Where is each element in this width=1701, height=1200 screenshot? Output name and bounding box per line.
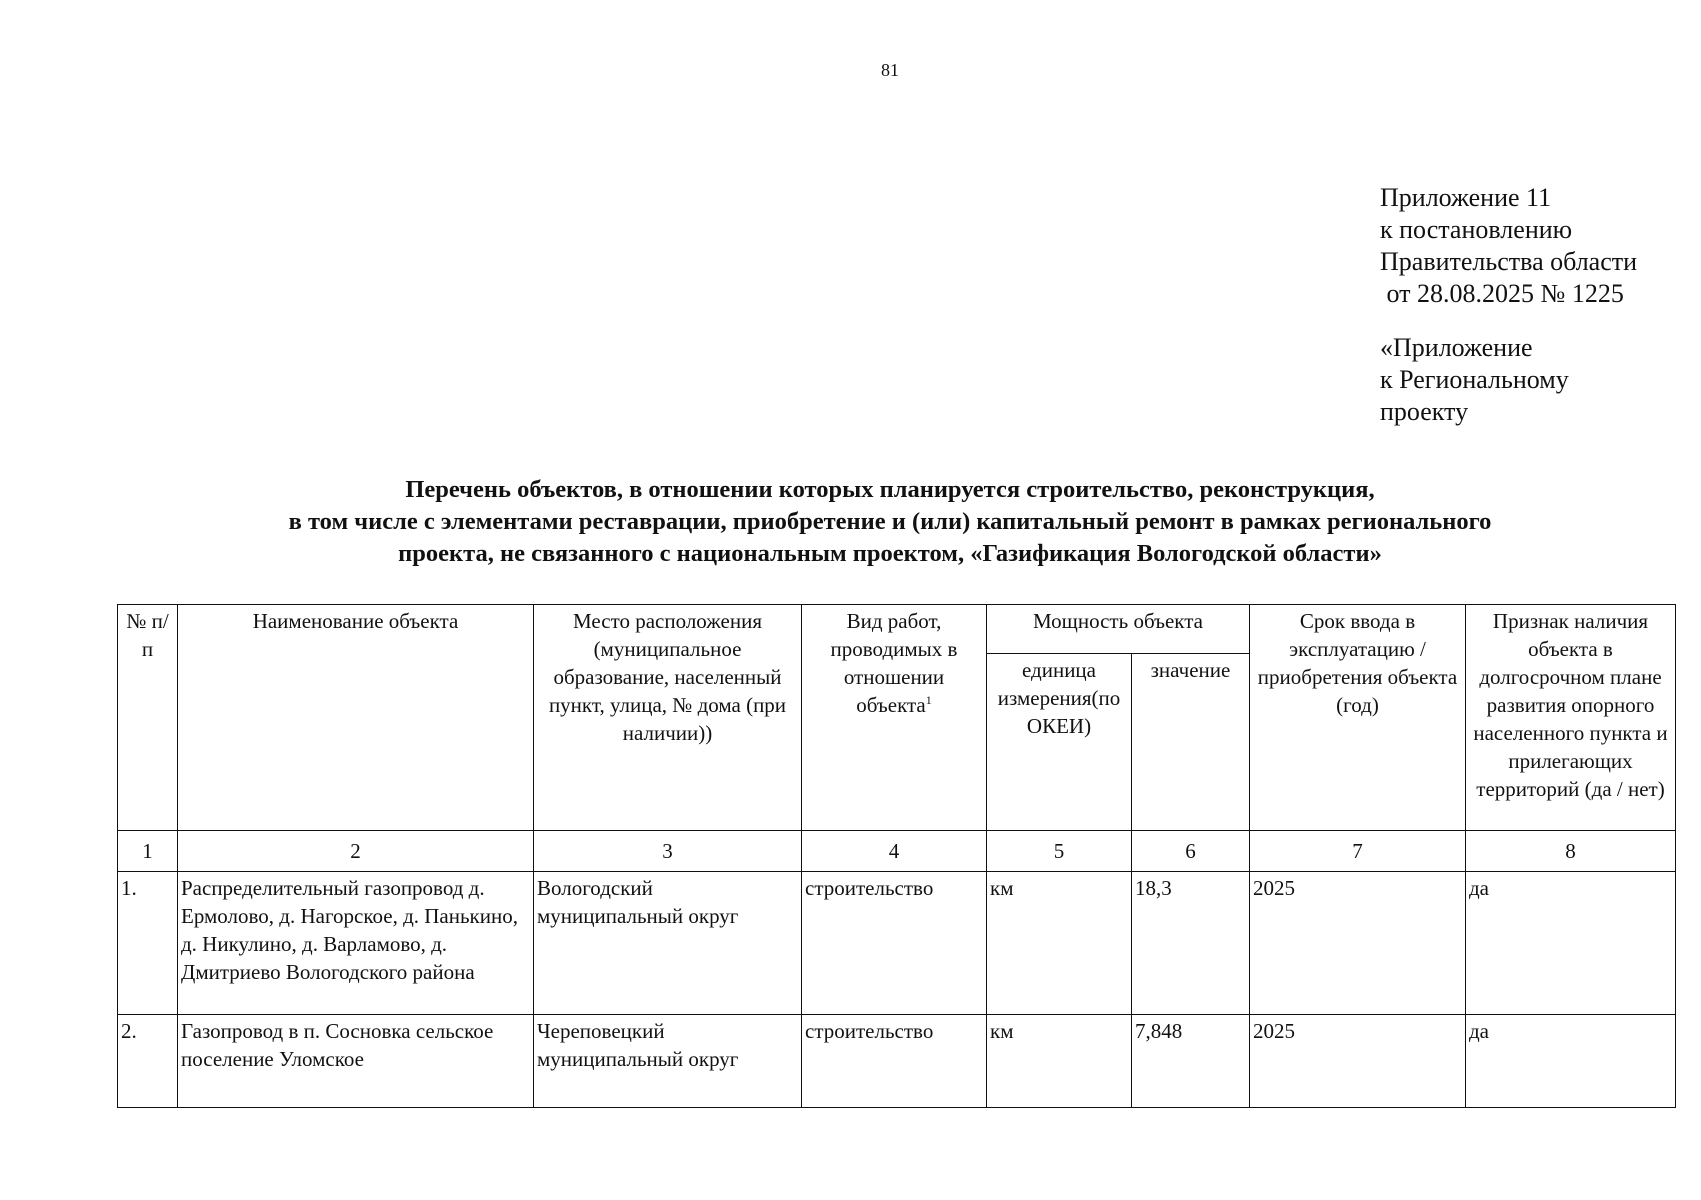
title-line: в том числе с элементами реставрации, приобретение и (или) капитальный ремонт в рамках регионального xyxy=(288,508,1492,535)
column-number: 2 xyxy=(178,831,534,872)
column-number: 6 xyxy=(1132,831,1250,872)
column-number: 1 xyxy=(118,831,178,872)
row-unit: км xyxy=(987,1015,1132,1108)
table-row xyxy=(118,1015,1676,1108)
row-num: 1. xyxy=(118,872,178,1015)
header-value: значение xyxy=(1132,654,1250,831)
objects-table xyxy=(117,604,1676,1108)
appendix-sub-line: к Региональному xyxy=(1380,365,1569,394)
row-name: Газопровод в п. Сосновка сельское поселение Уломское xyxy=(178,1015,534,1108)
appendix-line: к постановлению xyxy=(1380,215,1573,244)
appendix-gap xyxy=(1380,310,1637,332)
row-work-type: строительство xyxy=(802,872,987,1015)
page-number: 81 xyxy=(881,60,899,80)
header-work-type xyxy=(802,605,987,831)
row-deadline: 2025 xyxy=(1250,1015,1466,1108)
title-line: проекта, не связанного с национальным проектом, «Газификация Вологодской области» xyxy=(398,540,1382,567)
table-row xyxy=(118,872,1676,1015)
header-deadline: Срок ввода в эксплуатацию /приобретения объекта (год) xyxy=(1250,605,1466,831)
row-name: Распределительный газопровод д. Ермолово, д. Нагорское, д. Панькино, д. Никулино, д. Варламово, д. Дмитриево Вологодского района xyxy=(178,872,534,1015)
header-capacity: Мощность объекта xyxy=(987,605,1250,654)
appendix-sub-line: «Приложение xyxy=(1380,333,1533,362)
header-location: Место расположения (муниципальное образование, населенный пункт, улица, № дома (при наличии)) xyxy=(534,605,802,831)
row-deadline: 2025 xyxy=(1250,872,1466,1015)
header-num: № п/п xyxy=(118,605,178,831)
appendix-sub-line: проекту xyxy=(1380,397,1469,426)
row-unit: км xyxy=(987,872,1132,1015)
footnote-marker: 1 xyxy=(925,693,932,707)
row-location: Череповецкий муниципальный округ xyxy=(534,1015,802,1108)
header-unit: единица измерения(по ОКЕИ) xyxy=(987,654,1132,831)
column-number: 8 xyxy=(1466,831,1676,872)
appendix-line: Приложение 11 xyxy=(1380,183,1552,212)
row-work-type: строительство xyxy=(802,1015,987,1108)
column-number: 4 xyxy=(802,831,987,872)
column-numbers-row xyxy=(118,831,1676,872)
document-title xyxy=(120,474,1660,570)
column-number: 3 xyxy=(534,831,802,872)
row-value: 7,848 xyxy=(1132,1015,1250,1108)
header-plan-flag: Признак наличия объекта в долгосрочном плане развития опорного населенного пункта и прилегающих территорий (да / нет) xyxy=(1466,605,1676,831)
row-plan-flag: да xyxy=(1466,1015,1676,1108)
row-plan-flag: да xyxy=(1466,872,1676,1015)
column-number: 7 xyxy=(1250,831,1466,872)
header-work-type-text: Вид работ, проводимых в отношении объекта xyxy=(830,609,958,717)
header-name: Наименование объекта xyxy=(178,605,534,831)
appendix-line: от 28.08.2025 № 1225 xyxy=(1380,279,1624,308)
title-line: Перечень объектов, в отношении которых планируется строительство, реконструкция, xyxy=(405,476,1375,503)
table-header-row xyxy=(118,605,1676,654)
row-value: 18,3 xyxy=(1132,872,1250,1015)
row-num: 2. xyxy=(118,1015,178,1108)
row-location: Вологодский муниципальный округ xyxy=(534,872,802,1015)
appendix-line: Правительства области xyxy=(1380,247,1638,276)
column-number: 5 xyxy=(987,831,1132,872)
appendix-block xyxy=(1380,182,1637,428)
